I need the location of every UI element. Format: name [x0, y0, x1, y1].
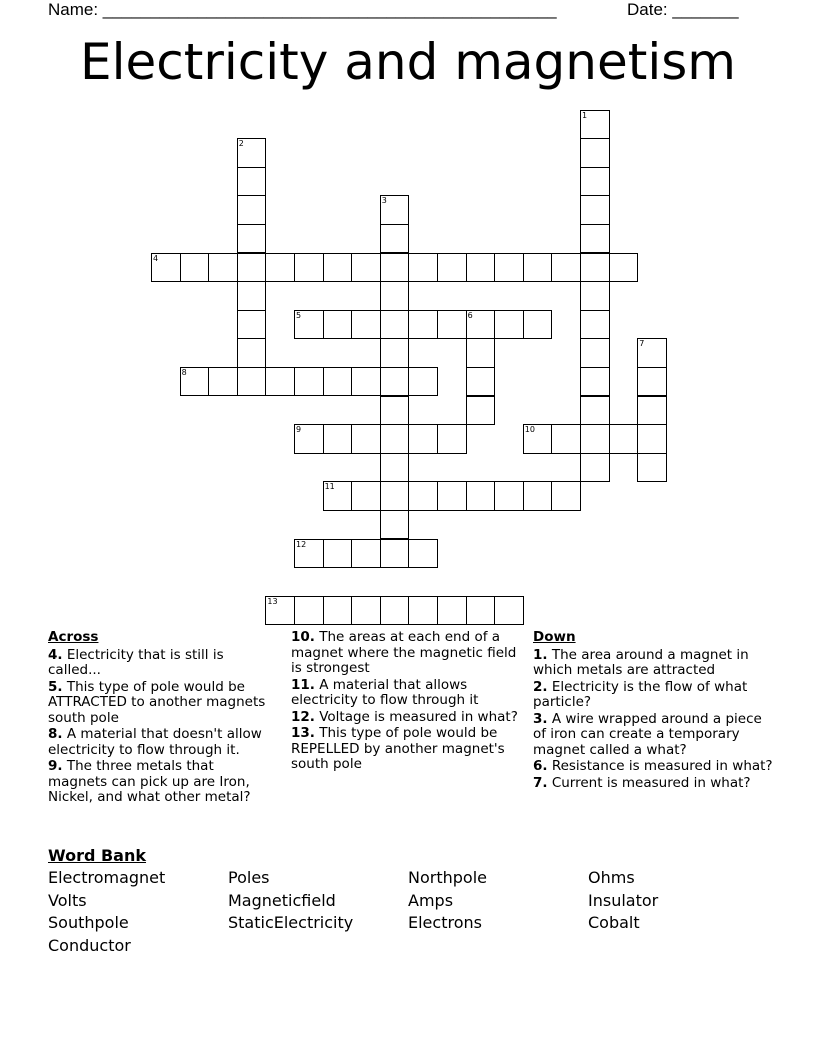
grid-cell[interactable]	[580, 138, 610, 168]
grid-cell[interactable]	[580, 310, 610, 340]
grid-cell[interactable]	[380, 424, 410, 454]
word-bank-item: Magneticfield	[228, 890, 336, 910]
grid-cell[interactable]	[637, 424, 667, 454]
grid-cell[interactable]	[580, 424, 610, 454]
word-bank-item: Northpole	[408, 868, 487, 887]
cell-number: 13	[267, 596, 278, 606]
word-bank-item: Poles	[228, 868, 270, 887]
grid-cell[interactable]	[380, 224, 410, 254]
clue-number: 3.	[533, 710, 548, 727]
grid-cell[interactable]	[408, 539, 438, 569]
grid-cell[interactable]	[380, 281, 410, 311]
clue-number: 8.	[48, 726, 63, 742]
across-clue	[48, 759, 276, 806]
word-bank-item: Electromagnet	[48, 868, 166, 887]
across-clues-col1	[48, 630, 276, 807]
grid-cell[interactable]	[380, 539, 410, 569]
grid-cell[interactable]	[466, 596, 496, 626]
grid-cell[interactable]	[237, 253, 267, 283]
cell-number: 10	[524, 425, 535, 435]
across-clue	[291, 630, 527, 677]
grid-cell[interactable]	[408, 253, 438, 283]
down-clue	[533, 776, 773, 792]
cell-number: 4	[153, 253, 159, 263]
grid-cell[interactable]	[151, 253, 181, 283]
grid-cell[interactable]	[580, 110, 610, 140]
grid-cell[interactable]	[408, 310, 438, 340]
page-title: Electricity and magnetism	[79, 33, 736, 91]
date-label: Date: _______	[627, 0, 739, 19]
across-clue	[291, 726, 527, 773]
grid-cell[interactable]	[351, 253, 381, 283]
word-bank-item: Volts	[48, 890, 87, 910]
grid-cell[interactable]	[237, 138, 267, 168]
down-clue	[533, 680, 773, 711]
cell-number: 1	[582, 110, 588, 120]
grid-cell[interactable]	[637, 453, 667, 483]
clue-number: 4.	[48, 646, 63, 663]
grid-cell[interactable]	[323, 310, 353, 340]
grid-cell[interactable]	[294, 253, 324, 283]
cell-number: 3	[381, 196, 387, 206]
grid-cell[interactable]	[351, 596, 381, 626]
grid-cell[interactable]	[580, 367, 610, 397]
across-clue	[48, 727, 276, 758]
grid-cell[interactable]	[580, 253, 610, 283]
grid-cell[interactable]	[580, 396, 610, 426]
grid-cell[interactable]	[323, 253, 353, 283]
grid-cell[interactable]	[294, 424, 324, 454]
grid-cell[interactable]	[609, 424, 639, 454]
grid-cell[interactable]	[351, 424, 381, 454]
grid-cell[interactable]	[466, 367, 496, 397]
grid-cell[interactable]	[265, 596, 295, 626]
word-bank-item: Electrons	[408, 913, 482, 932]
clue-text: The area around a magnet in which metals are attracted	[533, 646, 749, 678]
grid-cell[interactable]	[237, 367, 267, 397]
grid-cell[interactable]	[380, 596, 410, 626]
word-bank-item: Conductor	[48, 935, 131, 955]
grid-cell[interactable]	[494, 310, 524, 340]
grid-cell[interactable]	[580, 338, 610, 368]
name-label: Name: ________________________________________________	[48, 0, 557, 19]
word-bank-item: Ohms	[588, 868, 635, 887]
grid-cell[interactable]	[380, 195, 410, 225]
clue-text: The areas at each end of a magnet where the magnetic field is strongest	[291, 629, 517, 676]
clue-text: Current is measured in what?	[547, 774, 751, 791]
cell-number: 12	[296, 539, 307, 549]
grid-cell[interactable]	[466, 338, 496, 368]
grid-cell[interactable]	[208, 253, 238, 283]
across-clue	[291, 678, 527, 709]
grid-cell[interactable]	[294, 596, 324, 626]
clue-text: The three metals that magnets can pick up are Iron, Nickel, and what other metal?	[48, 758, 251, 805]
grid-cell[interactable]	[380, 253, 410, 283]
clue-number: 1.	[533, 646, 548, 663]
grid-cell[interactable]	[351, 310, 381, 340]
word-bank-title: Word Bank	[48, 846, 147, 865]
grid-cell[interactable]	[380, 453, 410, 483]
grid-cell[interactable]	[237, 195, 267, 225]
across-clues-col2	[291, 630, 527, 774]
cell-number: 5	[296, 310, 302, 320]
cell-number: 9	[296, 425, 302, 435]
grid-cell[interactable]	[180, 367, 210, 397]
grid-cell[interactable]	[494, 253, 524, 283]
grid-cell[interactable]	[551, 481, 581, 511]
grid-cell[interactable]	[580, 195, 610, 225]
grid-cell[interactable]	[637, 396, 667, 426]
grid-cell[interactable]	[323, 481, 353, 511]
grid-cell[interactable]	[180, 253, 210, 283]
grid-cell[interactable]	[408, 367, 438, 397]
clue-text: Electricity that is still is called...	[48, 646, 224, 678]
grid-cell[interactable]	[437, 310, 467, 340]
word-bank-item: Insulator	[588, 890, 659, 910]
grid-cell[interactable]	[580, 224, 610, 254]
grid-cell[interactable]	[351, 481, 381, 511]
word-bank-item: Southpole	[48, 913, 129, 932]
grid-cell[interactable]	[494, 596, 524, 626]
clue-text: Voltage is measured in what?	[314, 708, 518, 725]
down-clue	[533, 648, 773, 679]
grid-cell[interactable]	[637, 338, 667, 368]
grid-cell[interactable]	[466, 481, 496, 511]
grid-cell[interactable]	[637, 367, 667, 397]
grid-cell[interactable]	[351, 539, 381, 569]
grid-cell[interactable]	[408, 424, 438, 454]
grid-cell[interactable]	[494, 481, 524, 511]
cell-number: 6	[467, 310, 473, 320]
grid-cell[interactable]	[323, 596, 353, 626]
grid-cell[interactable]	[437, 481, 467, 511]
down-clues	[533, 630, 773, 792]
clue-text: Resistance is measured in what?	[547, 758, 773, 774]
grid-cell[interactable]	[237, 224, 267, 254]
clue-text: This type of pole would be REPELLED by another magnet's south pole	[291, 725, 505, 772]
cell-number: 8	[181, 367, 187, 377]
clue-number: 10.	[291, 629, 315, 645]
clue-text: This type of pole would be ATTRACTED to another magnets south pole	[48, 678, 266, 726]
clue-number: 11.	[291, 676, 315, 693]
grid-cell[interactable]	[380, 510, 410, 540]
grid-cell[interactable]	[551, 253, 581, 283]
word-bank-item: Amps	[408, 890, 454, 910]
down-heading: Down	[533, 629, 576, 645]
grid-cell[interactable]	[323, 367, 353, 397]
grid-cell[interactable]	[208, 367, 238, 397]
grid-cell[interactable]	[523, 253, 553, 283]
grid-cell[interactable]	[551, 424, 581, 454]
clue-text: Electricity is the flow of what particle?	[533, 678, 748, 710]
cell-number: 2	[238, 139, 244, 149]
grid-cell[interactable]	[265, 367, 295, 397]
grid-cell[interactable]	[580, 167, 610, 197]
word-bank-item: Cobalt	[588, 913, 640, 932]
grid-cell[interactable]	[323, 539, 353, 569]
grid-cell[interactable]	[523, 481, 553, 511]
grid-cell[interactable]	[265, 253, 295, 283]
clue-text: A material that doesn't allow electricity to flow through it.	[48, 726, 262, 758]
grid-cell[interactable]	[466, 396, 496, 426]
grid-cell[interactable]	[294, 310, 324, 340]
clue-number: 2.	[533, 678, 548, 695]
grid-cell[interactable]	[408, 481, 438, 511]
clue-number: 9.	[48, 758, 63, 774]
cell-number: 7	[639, 339, 645, 349]
grid-cell[interactable]	[380, 481, 410, 511]
grid-cell[interactable]	[237, 310, 267, 340]
word-bank-item: StaticElectricity	[228, 913, 354, 932]
clue-number: 13.	[291, 725, 315, 741]
grid-cell[interactable]	[523, 424, 553, 454]
grid-cell[interactable]	[380, 338, 410, 368]
grid-cell[interactable]	[351, 367, 381, 397]
grid-cell[interactable]	[523, 310, 553, 340]
grid-cell[interactable]	[380, 310, 410, 340]
clue-text: A material that allows electricity to flow through it	[291, 676, 479, 708]
grid-cell[interactable]	[237, 281, 267, 311]
grid-cell[interactable]	[580, 281, 610, 311]
across-clue	[291, 710, 527, 726]
clue-number: 5.	[48, 678, 63, 695]
grid-cell[interactable]	[294, 367, 324, 397]
grid-cell[interactable]	[437, 596, 467, 626]
clue-text: A wire wrapped around a piece of iron can create a temporary magnet called a what?	[533, 710, 762, 758]
grid-cell[interactable]	[437, 424, 467, 454]
grid-cell[interactable]	[237, 338, 267, 368]
grid-cell[interactable]	[437, 253, 467, 283]
grid-cell[interactable]	[380, 367, 410, 397]
grid-cell[interactable]	[380, 396, 410, 426]
down-clue	[533, 759, 773, 775]
down-clue	[533, 712, 773, 759]
grid-cell[interactable]	[466, 253, 496, 283]
across-heading: Across	[48, 629, 99, 645]
grid-cell[interactable]	[580, 453, 610, 483]
across-clue	[48, 680, 276, 727]
clue-number: 12.	[291, 708, 315, 725]
grid-cell[interactable]	[237, 167, 267, 197]
clue-number: 7.	[533, 774, 548, 791]
grid-cell[interactable]	[466, 310, 496, 340]
clue-number: 6.	[533, 758, 548, 774]
across-clue	[48, 648, 276, 679]
cell-number: 11	[324, 482, 335, 492]
grid-cell[interactable]	[609, 253, 639, 283]
grid-cell[interactable]	[323, 424, 353, 454]
grid-cell[interactable]	[408, 596, 438, 626]
grid-cell[interactable]	[294, 539, 324, 569]
